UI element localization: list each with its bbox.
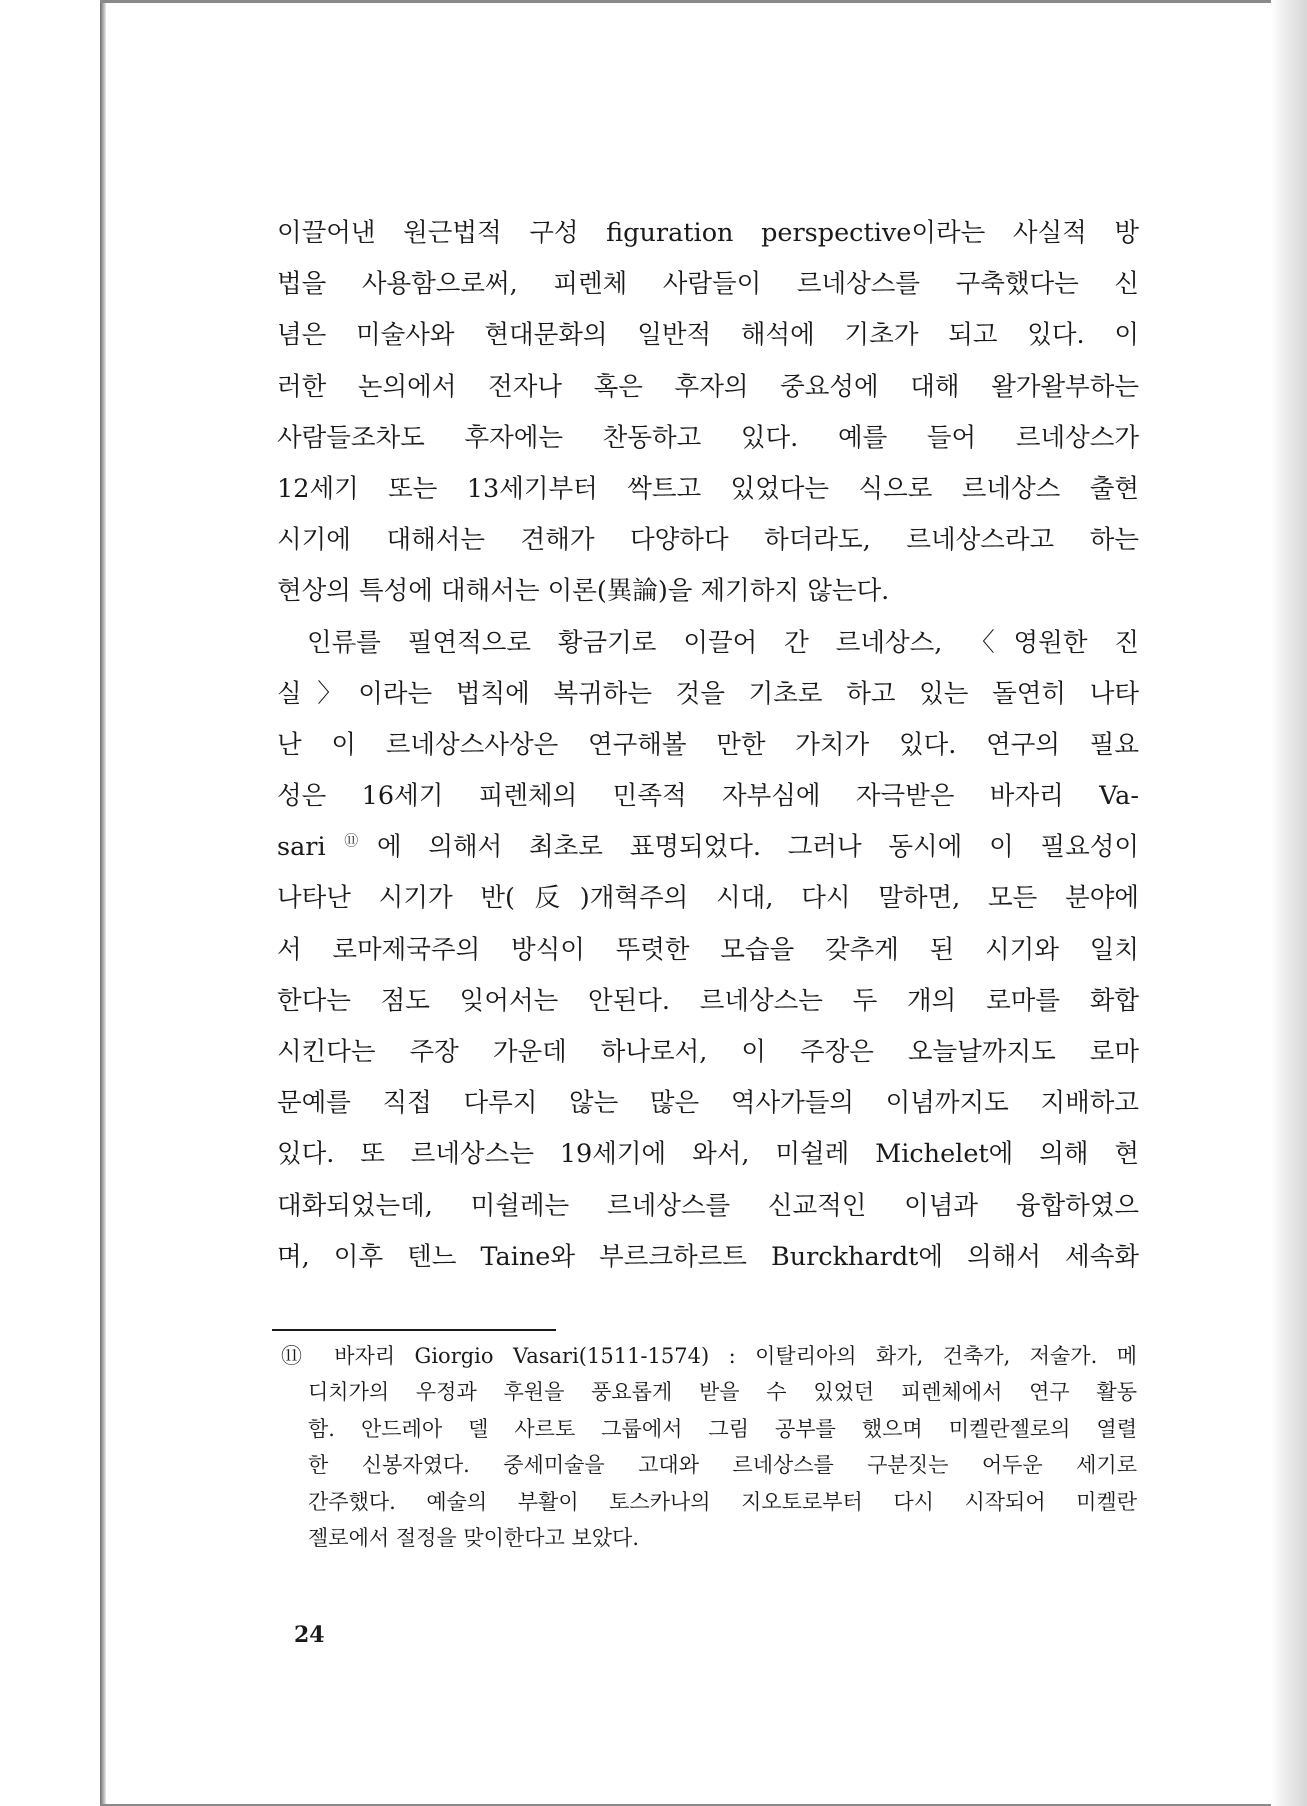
body-line: 난 이 르네상스사상은 연구해볼 만한 가치가 있다. 연구의 필요 (277, 729, 1139, 760)
body-line: 며, 이후 텐느 Taine와 부르크하르트 Burckhardt에 의해서 세속화 (277, 1241, 1139, 1272)
body-line: 념은 미술사와 현대문화의 일반적 해석에 기초가 되고 있다. 이 (277, 320, 1139, 351)
footnote-line: 젤로에서 절정을 맞이한다고 보았다. (308, 1525, 639, 1550)
footnote-line (281, 1338, 1137, 1374)
body-line: 실〉이라는 법칙에 복귀하는 것을 기초로 하고 있는 돌연히 나타 (277, 678, 1139, 709)
footnote-line: 간주했다. 예술의 부활이 토스카나의 지오토로부터 다시 시작되어 미켈란 (308, 1489, 1137, 1514)
footnote-reference: ⑪ (325, 833, 377, 850)
body-line: 12세기 또는 13세기부터 싹트고 있었다는 식으로 르네상스 출현 (277, 473, 1139, 504)
body-line: 러한 논의에서 전자나 혹은 후자의 중요성에 대해 왈가왈부하는 (277, 371, 1139, 402)
body-line: 이끌어낸 원근법적 구성 figuration perspective이라는 사실적 방 (277, 218, 1139, 248)
page-right-shadow (1271, 0, 1307, 1806)
body-line-with-footnote-ref (277, 822, 1139, 873)
footnote (281, 1338, 1137, 1556)
scan-left-margin (0, 0, 100, 1806)
body-line: 한다는 점도 잊어서는 안된다. 르네상스는 두 개의 로마를 화합 (277, 985, 1139, 1016)
footnote-line: 한 신봉자였다. 중세미술을 고대와 르네상스를 구분짓는 어두운 세기로 (308, 1453, 1137, 1478)
body-line: 시킨다는 주장 가운데 하나로서, 이 주장은 오늘날까지도 로마 (277, 1037, 1139, 1067)
body-text (277, 208, 1139, 1283)
footnote-text: 바자리 Giorgio Vasari(1511-1574) : 이탈리아의 화가, 건축가, 저술가. 메 (334, 1344, 1137, 1368)
body-line: 있다. 또 르네상스는 19세기에 와서, 미쉴레 Michelet에 의해 현 (277, 1139, 1139, 1170)
footnote-marker: ⑪ (281, 1344, 315, 1368)
body-line-start: sari (277, 832, 326, 863)
body-line: 법을 사용함으로써, 피렌체 사람들이 르네상스를 구축했다는 신 (277, 269, 1139, 300)
footnote-line: 디치가의 우정과 후원을 풍요롭게 받을 수 있었던 피렌체에서 연구 활동 (308, 1380, 1137, 1405)
body-line: 성은 16세기 피렌체의 민족적 자부심에 자극받은 바자리 Va- (277, 781, 1139, 812)
body-line-rest: 에 의해서 최초로 표명되었다. 그러나 동시에 이 필요성이 (376, 832, 1139, 863)
body-line: 문예를 직접 다루지 않는 많은 역사가들의 이념까지도 지배하고 (277, 1088, 1139, 1119)
footnote-line: 함. 안드레아 델 사르토 그룹에서 그림 공부를 했으며 미켈란젤로의 열렬 (308, 1416, 1137, 1441)
body-line: 사람들조차도 후자에는 찬동하고 있다. 예를 들어 르네상스가 (277, 422, 1139, 453)
footnote-divider (272, 1329, 556, 1331)
page-spine-edge (100, 0, 106, 1806)
body-line: 시기에 대해서는 견해가 다양하다 하더라도, 르네상스라고 하는 (277, 525, 1139, 556)
page-top-edge (100, 0, 1307, 3)
body-line: 서 로마제국주의 방식이 뚜렷한 모습을 갖추게 된 시기와 일치 (277, 934, 1139, 965)
page-number: 24 (294, 1622, 325, 1648)
body-line: 인류를 필연적으로 황금기로 이끌어 간 르네상스, 〈영원한 진 (307, 627, 1139, 658)
body-line: 대화되었는데, 미쉴레는 르네상스를 신교적인 이념과 융합하였으 (277, 1190, 1139, 1221)
body-line: 나타난 시기가 반(反)개혁주의 시대, 다시 말하면, 모든 분야에 (277, 883, 1139, 914)
body-line: 현상의 특성에 대해서는 이론(異論)을 제기하지 않는다. (277, 576, 890, 607)
